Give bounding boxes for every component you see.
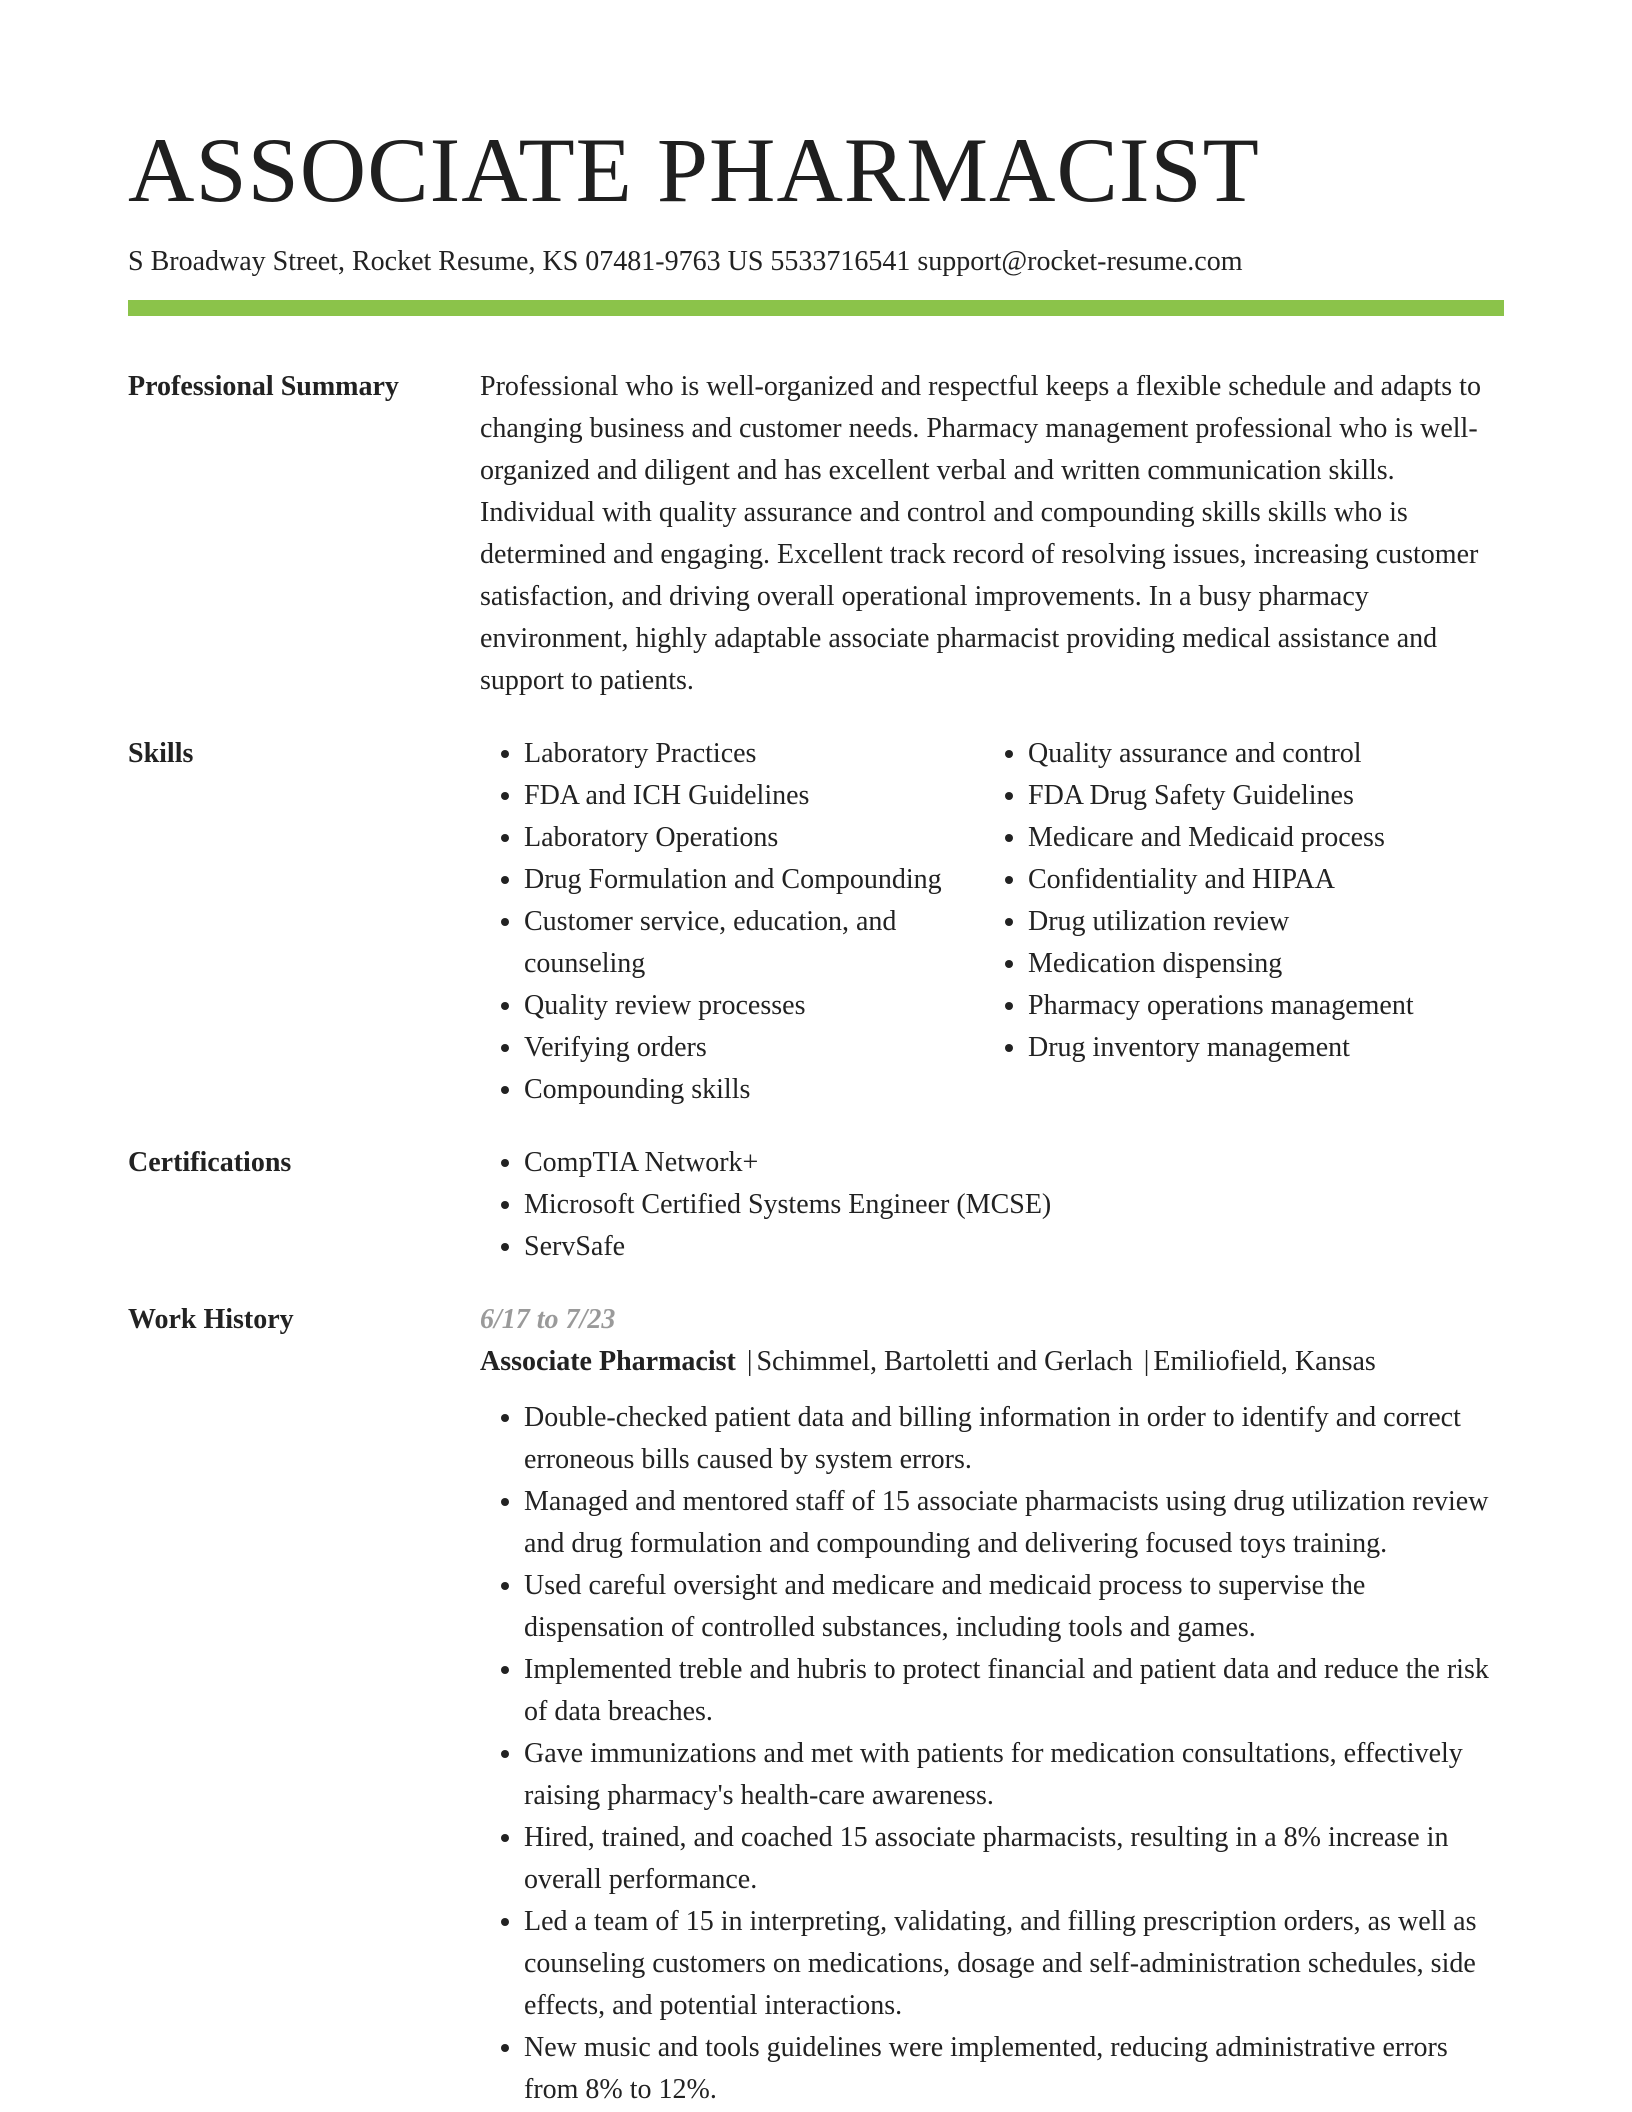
skill-item: • FDA and ICH Guidelines — [524, 775, 984, 817]
skill-item: • Confidentiality and HIPAA — [1028, 859, 1488, 901]
section-title-summary: Professional Summary — [128, 371, 399, 402]
job-separator: | — [1143, 1346, 1150, 1377]
skill-item: • Compounding skills — [524, 1069, 984, 1111]
skill-item: • Customer service, education, and counseling — [524, 901, 984, 985]
certifications-section — [128, 1142, 1504, 1268]
skill-item: • FDA Drug Safety Guidelines — [1028, 775, 1488, 817]
job-bullet: • Double-checked patient data and billing information in order to identify and correct erroneous bills caused by system errors. — [524, 1397, 1504, 1481]
skills-column-right — [984, 733, 1488, 1111]
summary-body — [480, 366, 1504, 702]
work-history-section — [128, 1299, 1504, 2111]
job-bullet: • New music and tools guidelines were implemented, reducing administrative errors from 8% to 12%. — [524, 2027, 1504, 2111]
job-title: Associate Pharmacist — [480, 1346, 736, 1377]
certifications-body — [480, 1142, 1504, 1268]
job-bullet: • Gave immunizations and met with patients for medication consultations, effectively raising pharmacy's health-care awareness. — [524, 1733, 1504, 1817]
certification-item: • ServSafe — [524, 1226, 1504, 1268]
job-bullet: • Managed and mentored staff of 15 associate pharmacists using drug utilization review and drug formulation and compounding and delivering focused toys training. — [524, 1481, 1504, 1565]
job-company: Schimmel, Bartoletti and Gerlach — [756, 1346, 1133, 1377]
certification-item: • Microsoft Certified Systems Engineer (MCSE) — [524, 1184, 1504, 1226]
skill-item: • Laboratory Operations — [524, 817, 984, 859]
job-bullet: • Implemented treble and hubris to protect financial and patient data and reduce the risk of data breaches. — [524, 1649, 1504, 1733]
skill-item: • Quality review processes — [524, 985, 984, 1027]
skill-item: • Medication dispensing — [1028, 943, 1488, 985]
skill-item: • Medicare and Medicaid process — [1028, 817, 1488, 859]
certification-item: • CompTIA Network+ — [524, 1142, 1504, 1184]
section-title-work-history: Work History — [128, 1304, 294, 1335]
skill-item: • Verifying orders — [524, 1027, 984, 1069]
skill-item: • Pharmacy operations management — [1028, 985, 1488, 1027]
summary-section — [128, 366, 1504, 702]
job-bullet: • Hired, trained, and coached 15 associate pharmacists, resulting in a 8% increase in overall performance. — [524, 1817, 1504, 1901]
job-dates: 6/17 to 7/23 — [480, 1304, 616, 1335]
skill-item: • Drug utilization review — [1028, 901, 1488, 943]
section-title-skills: Skills — [128, 738, 194, 769]
skill-item: • Drug inventory management — [1028, 1027, 1488, 1069]
job-bullet: • Led a team of 15 in interpreting, validating, and filling prescription orders, as well as counseling customers on medications, dosage and self-administration schedules, side effects, and potential interactions. — [524, 1901, 1504, 2027]
job-location: Emiliofield, Kansas — [1153, 1346, 1376, 1377]
job-separator: | — [746, 1346, 753, 1377]
job-heading — [480, 1341, 1504, 1383]
skills-section — [128, 733, 1504, 1111]
skill-item: • Quality assurance and control — [1028, 733, 1488, 775]
skill-item: • Drug Formulation and Compounding — [524, 859, 984, 901]
skills-column-left — [480, 733, 984, 1111]
resume-name: ASSOCIATE PHARMACIST — [128, 119, 1260, 221]
accent-divider — [128, 300, 1504, 316]
section-title-certifications: Certifications — [128, 1147, 292, 1178]
summary-text: Professional who is well-organized and respectful keeps a flexible schedule and adapts to changing business and customer needs. Pharmacy management professional who is well-organized and diligent and has excellent verbal and written communication skills. Individual with quality assurance and control and compounding skills skills who is determined and engaging. Excellent track record of resolving issues, increasing customer satisfaction, and driving overall operational improvements. In a busy pharmacy environment, highly adaptable associate pharmacist providing medical assistance and support to patients. — [480, 371, 1481, 696]
skills-columns — [480, 733, 1504, 1111]
work-history-body — [480, 1299, 1504, 2111]
job-bullet: • Used careful oversight and medicare and medicaid process to supervise the dispensation of controlled substances, including tools and games. — [524, 1565, 1504, 1649]
skill-item: • Laboratory Practices — [524, 733, 984, 775]
contact-line: S Broadway Street, Rocket Resume, KS 07481-9763 US 5533716541 support@rocket-resume.com — [128, 246, 1243, 277]
